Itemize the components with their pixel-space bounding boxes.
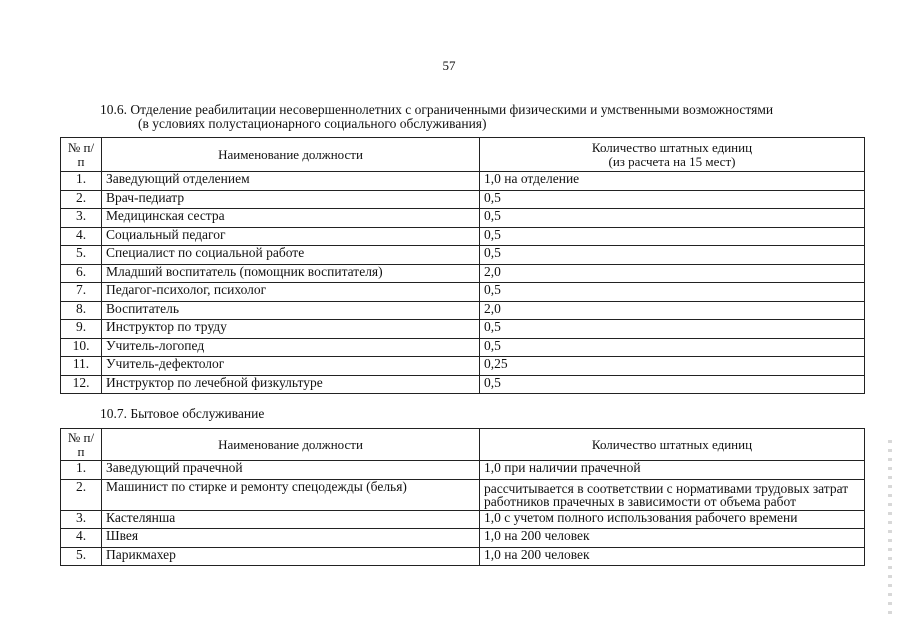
section-10-6-title-line1: 10.6. Отделение реабилитации несовершеннолетних с ограниченными физическими и умственными возможностями — [100, 102, 774, 117]
header-quantity-line2: (из расчета на 15 мест) — [608, 153, 736, 169]
row-num: 4. — [61, 529, 102, 548]
row-position: Кастелянша — [102, 510, 480, 529]
row-num: 9. — [61, 320, 102, 339]
row-quantity: 1,0 на 200 человек — [480, 529, 865, 548]
page-number: 57 — [442, 58, 456, 73]
row-position: Социальный педагог — [102, 227, 480, 246]
row-num: 8. — [61, 301, 102, 320]
table-header-row — [61, 138, 865, 172]
row-num: 1. — [61, 172, 102, 191]
row-position: Специалист по социальной работе — [102, 246, 480, 265]
section-10-6-title — [100, 103, 773, 131]
table-row — [61, 190, 865, 209]
table-row — [61, 227, 865, 246]
header-position: Наименование должности — [102, 138, 480, 172]
row-num: 6. — [61, 264, 102, 283]
row-position: Швея — [102, 529, 480, 548]
header-num: № п/п — [61, 138, 102, 172]
table-row — [61, 264, 865, 283]
header-position: Наименование должности — [102, 429, 480, 461]
row-quantity: 1,0 при наличии прачечной — [480, 461, 865, 480]
table-row — [61, 209, 865, 228]
row-quantity: 0,5 — [480, 375, 865, 394]
row-position: Младший воспитатель (помощник воспитателя) — [102, 264, 480, 283]
table-row — [61, 338, 865, 357]
row-num: 12. — [61, 375, 102, 394]
table-row — [61, 172, 865, 191]
row-quantity: 0,5 — [480, 209, 865, 228]
row-quantity: 1,0 с учетом полного использования рабочего времени — [480, 510, 865, 529]
staff-table-10-6 — [60, 137, 865, 394]
row-position: Воспитатель — [102, 301, 480, 320]
row-quantity: 1,0 на отделение — [480, 172, 865, 191]
row-position: Парикмахер — [102, 547, 480, 566]
section-10-7-title: 10.7. Бытовое обслуживание — [100, 406, 265, 421]
row-num: 2. — [61, 190, 102, 209]
row-quantity: 2,0 — [480, 301, 865, 320]
row-position: Медицинская сестра — [102, 209, 480, 228]
row-quantity: 0,5 — [480, 246, 865, 265]
row-quantity: 1,0 на 200 человек — [480, 547, 865, 566]
row-quantity: 0,5 — [480, 320, 865, 339]
row-position: Заведующий отделением — [102, 172, 480, 191]
row-position: Заведующий прачечной — [102, 461, 480, 480]
row-num: 2. — [61, 479, 102, 510]
row-num: 5. — [61, 246, 102, 265]
table-row — [61, 375, 865, 394]
row-quantity: 0,5 — [480, 338, 865, 357]
row-position: Инструктор по лечебной физкультуре — [102, 375, 480, 394]
header-num: № п/п — [61, 429, 102, 461]
row-position: Машинист по стирке и ремонту спецодежды (белья) — [102, 479, 480, 510]
table-row — [61, 510, 865, 529]
header-quantity — [480, 138, 865, 172]
row-num: 11. — [61, 357, 102, 376]
table-row — [61, 479, 865, 510]
header-quantity: Количество штатных единиц — [480, 429, 865, 461]
section-10-6-title-line2: (в условиях полустационарного социального обслуживания) — [138, 116, 487, 131]
row-quantity: 0,25 — [480, 357, 865, 376]
row-num: 3. — [61, 510, 102, 529]
scan-edge-mark — [888, 440, 892, 620]
row-quantity: 0,5 — [480, 283, 865, 302]
row-num: 1. — [61, 461, 102, 480]
table-row — [61, 320, 865, 339]
header-quantity-line1: Количество штатных единиц — [591, 139, 753, 155]
row-num: 4. — [61, 227, 102, 246]
table-row — [61, 461, 865, 480]
row-position: Учитель-логопед — [102, 338, 480, 357]
table-row — [61, 357, 865, 376]
table-row — [61, 301, 865, 320]
row-position: Инструктор по труду — [102, 320, 480, 339]
row-position: Учитель-дефектолог — [102, 357, 480, 376]
table-header-row — [61, 429, 865, 461]
row-position: Врач-педиатр — [102, 190, 480, 209]
row-position: Педагог-психолог, психолог — [102, 283, 480, 302]
row-num: 7. — [61, 283, 102, 302]
row-num: 10. — [61, 338, 102, 357]
table-row — [61, 529, 865, 548]
table-row — [61, 283, 865, 302]
row-num: 3. — [61, 209, 102, 228]
table-row — [61, 547, 865, 566]
row-quantity: 0,5 — [480, 190, 865, 209]
row-quantity: 2,0 — [480, 264, 865, 283]
row-num: 5. — [61, 547, 102, 566]
row-quantity: рассчитывается в соответствии с нормативами трудовых затрат работников прачечных в зависимости от объема работ — [480, 479, 865, 510]
table-row — [61, 246, 865, 265]
row-quantity: 0,5 — [480, 227, 865, 246]
staff-table-10-7 — [60, 428, 865, 566]
